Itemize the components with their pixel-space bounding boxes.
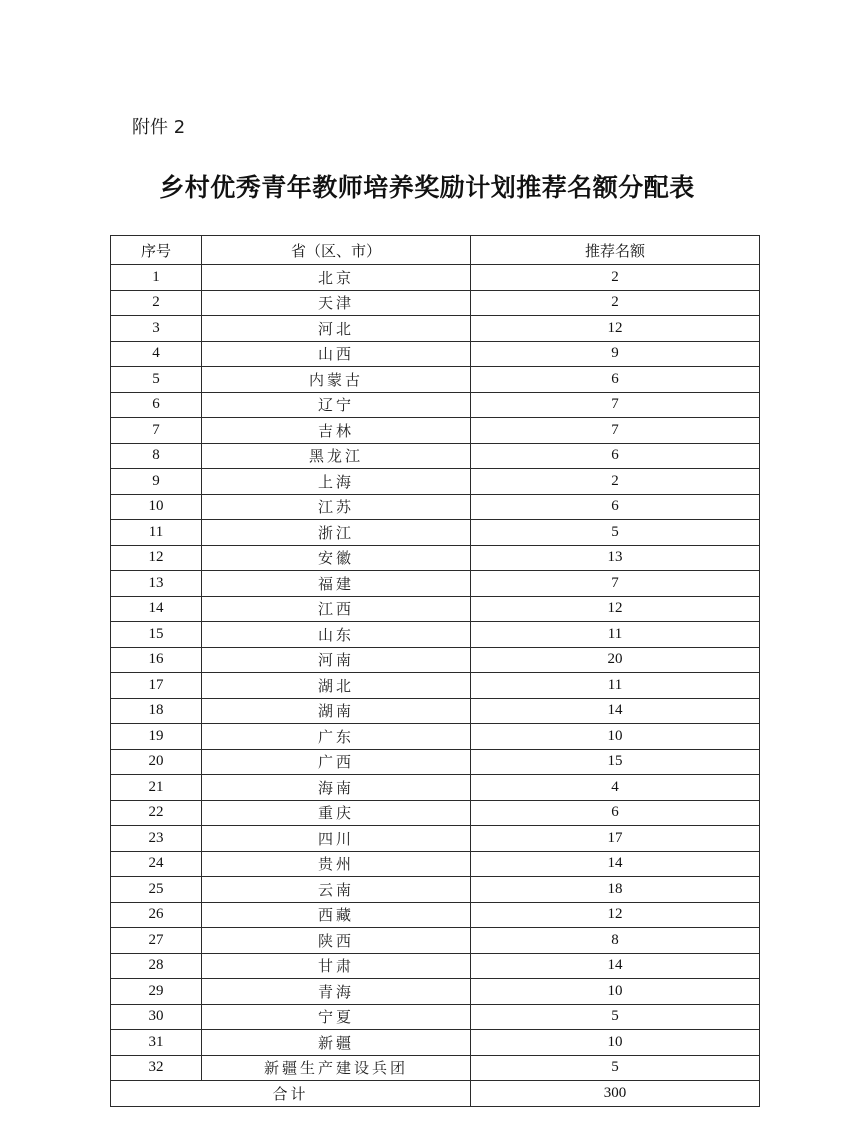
quota-cell: 10 xyxy=(471,724,760,750)
table-row xyxy=(111,979,760,1005)
serial-number-cell: 14 xyxy=(111,596,202,622)
province-cell: 山西 xyxy=(202,341,471,367)
table-row xyxy=(111,800,760,826)
province-cell: 新疆 xyxy=(202,1030,471,1056)
province-cell: 西藏 xyxy=(202,902,471,928)
document-title: 乡村优秀青年教师培养奖励计划推荐名额分配表 xyxy=(159,173,695,202)
province-cell: 安徽 xyxy=(202,545,471,571)
quota-allocation-table xyxy=(110,235,760,1107)
table-row xyxy=(111,698,760,724)
province-cell: 广东 xyxy=(202,724,471,750)
table-row xyxy=(111,877,760,903)
quota-cell: 15 xyxy=(471,749,760,775)
table-row xyxy=(111,520,760,546)
table-row xyxy=(111,418,760,444)
serial-number-cell: 13 xyxy=(111,571,202,597)
table-row xyxy=(111,1030,760,1056)
quota-cell: 2 xyxy=(471,265,760,291)
table-row xyxy=(111,290,760,316)
province-cell: 湖南 xyxy=(202,698,471,724)
total-value: 300 xyxy=(471,1081,760,1107)
serial-number-cell: 22 xyxy=(111,800,202,826)
quota-cell: 12 xyxy=(471,316,760,342)
table-row xyxy=(111,673,760,699)
quota-cell: 5 xyxy=(471,520,760,546)
attachment-label: 附件 2 xyxy=(132,117,186,138)
table-row xyxy=(111,902,760,928)
table-row xyxy=(111,265,760,291)
table-row xyxy=(111,367,760,393)
quota-cell: 4 xyxy=(471,775,760,801)
serial-number-cell: 18 xyxy=(111,698,202,724)
serial-number-cell: 32 xyxy=(111,1055,202,1081)
serial-number-cell: 19 xyxy=(111,724,202,750)
quota-cell: 7 xyxy=(471,571,760,597)
province-cell: 上海 xyxy=(202,469,471,495)
serial-number-cell: 4 xyxy=(111,341,202,367)
province-cell: 辽宁 xyxy=(202,392,471,418)
table-row xyxy=(111,647,760,673)
serial-number-cell: 7 xyxy=(111,418,202,444)
province-cell: 北京 xyxy=(202,265,471,291)
province-cell: 天津 xyxy=(202,290,471,316)
serial-number-cell: 28 xyxy=(111,953,202,979)
serial-number-cell: 26 xyxy=(111,902,202,928)
quota-cell: 6 xyxy=(471,494,760,520)
table-row xyxy=(111,392,760,418)
table-row xyxy=(111,571,760,597)
table-row xyxy=(111,545,760,571)
table-row xyxy=(111,826,760,852)
table-row xyxy=(111,1055,760,1081)
province-cell: 青海 xyxy=(202,979,471,1005)
quota-cell: 2 xyxy=(471,469,760,495)
quota-cell: 5 xyxy=(471,1004,760,1030)
serial-number-cell: 2 xyxy=(111,290,202,316)
table-row xyxy=(111,596,760,622)
quota-cell: 11 xyxy=(471,673,760,699)
serial-number-cell: 30 xyxy=(111,1004,202,1030)
total-row xyxy=(111,1081,760,1107)
quota-cell: 8 xyxy=(471,928,760,954)
serial-number-cell: 24 xyxy=(111,851,202,877)
serial-number-cell: 9 xyxy=(111,469,202,495)
table-row xyxy=(111,953,760,979)
province-cell: 贵州 xyxy=(202,851,471,877)
province-cell: 内蒙古 xyxy=(202,367,471,393)
table-footer xyxy=(111,1081,760,1107)
quota-cell: 11 xyxy=(471,622,760,648)
serial-number-cell: 10 xyxy=(111,494,202,520)
province-cell: 浙江 xyxy=(202,520,471,546)
quota-cell: 6 xyxy=(471,367,760,393)
serial-number-cell: 3 xyxy=(111,316,202,342)
serial-number-cell: 23 xyxy=(111,826,202,852)
serial-number-cell: 5 xyxy=(111,367,202,393)
table-row xyxy=(111,622,760,648)
table-row xyxy=(111,928,760,954)
table-row xyxy=(111,724,760,750)
quota-cell: 14 xyxy=(471,851,760,877)
table-row xyxy=(111,1004,760,1030)
province-cell: 河南 xyxy=(202,647,471,673)
quota-cell: 17 xyxy=(471,826,760,852)
table-row xyxy=(111,775,760,801)
quota-cell: 12 xyxy=(471,902,760,928)
serial-number-cell: 25 xyxy=(111,877,202,903)
quota-cell: 7 xyxy=(471,418,760,444)
total-label: 合计 xyxy=(111,1081,471,1107)
table-row xyxy=(111,316,760,342)
serial-number-cell: 15 xyxy=(111,622,202,648)
header-serial-number: 序号 xyxy=(111,236,202,265)
header-province: 省（区、市） xyxy=(202,236,471,265)
province-cell: 宁夏 xyxy=(202,1004,471,1030)
province-cell: 甘肃 xyxy=(202,953,471,979)
serial-number-cell: 16 xyxy=(111,647,202,673)
quota-cell: 10 xyxy=(471,979,760,1005)
quota-cell: 14 xyxy=(471,698,760,724)
province-cell: 福建 xyxy=(202,571,471,597)
table-row xyxy=(111,851,760,877)
quota-cell: 2 xyxy=(471,290,760,316)
serial-number-cell: 11 xyxy=(111,520,202,546)
quota-cell: 5 xyxy=(471,1055,760,1081)
quota-cell: 6 xyxy=(471,443,760,469)
quota-cell: 14 xyxy=(471,953,760,979)
serial-number-cell: 17 xyxy=(111,673,202,699)
serial-number-cell: 27 xyxy=(111,928,202,954)
header-quota: 推荐名额 xyxy=(471,236,760,265)
province-cell: 河北 xyxy=(202,316,471,342)
province-cell: 新疆生产建设兵团 xyxy=(202,1055,471,1081)
province-cell: 黑龙江 xyxy=(202,443,471,469)
serial-number-cell: 1 xyxy=(111,265,202,291)
table-row xyxy=(111,443,760,469)
province-cell: 四川 xyxy=(202,826,471,852)
serial-number-cell: 8 xyxy=(111,443,202,469)
quota-cell: 7 xyxy=(471,392,760,418)
table-row xyxy=(111,469,760,495)
province-cell: 江西 xyxy=(202,596,471,622)
table-row xyxy=(111,341,760,367)
quota-cell: 12 xyxy=(471,596,760,622)
table-row xyxy=(111,749,760,775)
province-cell: 广西 xyxy=(202,749,471,775)
province-cell: 山东 xyxy=(202,622,471,648)
quota-cell: 20 xyxy=(471,647,760,673)
province-cell: 云南 xyxy=(202,877,471,903)
quota-cell: 6 xyxy=(471,800,760,826)
province-cell: 湖北 xyxy=(202,673,471,699)
serial-number-cell: 20 xyxy=(111,749,202,775)
quota-cell: 13 xyxy=(471,545,760,571)
province-cell: 重庆 xyxy=(202,800,471,826)
table-row xyxy=(111,494,760,520)
serial-number-cell: 6 xyxy=(111,392,202,418)
table-header xyxy=(111,236,760,265)
table-body xyxy=(111,265,760,1081)
quota-cell: 10 xyxy=(471,1030,760,1056)
serial-number-cell: 31 xyxy=(111,1030,202,1056)
serial-number-cell: 12 xyxy=(111,545,202,571)
quota-cell: 9 xyxy=(471,341,760,367)
header-row xyxy=(111,236,760,265)
province-cell: 江苏 xyxy=(202,494,471,520)
province-cell: 吉林 xyxy=(202,418,471,444)
quota-cell: 18 xyxy=(471,877,760,903)
serial-number-cell: 21 xyxy=(111,775,202,801)
province-cell: 陕西 xyxy=(202,928,471,954)
province-cell: 海南 xyxy=(202,775,471,801)
serial-number-cell: 29 xyxy=(111,979,202,1005)
